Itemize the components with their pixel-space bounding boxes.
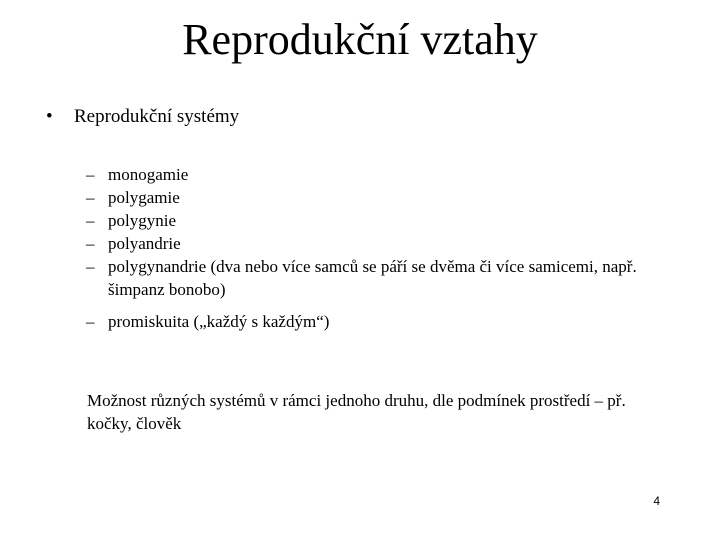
list-item: [86, 255, 646, 301]
dash-marker: –: [86, 312, 95, 331]
list-item: [86, 209, 646, 232]
bullet-text: Reprodukční systémy: [74, 106, 240, 127]
bullet-item: [46, 105, 239, 129]
dash-marker: –: [86, 211, 95, 230]
dash-marker: –: [86, 188, 95, 207]
list-item-text: polygamie: [108, 188, 180, 207]
list-item-text: monogamie: [108, 165, 189, 184]
list-item: [86, 232, 646, 255]
list-item-text: polygynie: [108, 211, 176, 230]
bullet-marker: •: [46, 106, 53, 127]
list-item-text: polygynandrie (dva nebo více samců se páří se dvěma či více samicemi, např. šimpanz bonobo): [108, 257, 637, 299]
dash-marker: –: [86, 165, 95, 184]
list-item-text: promiskuita („každý s každým“): [108, 312, 330, 331]
page-number: 4: [653, 494, 660, 508]
list-item: [86, 310, 646, 333]
dash-marker: –: [86, 257, 95, 276]
list-item: [86, 163, 646, 186]
list-item: [86, 186, 646, 209]
list-item-text: polyandrie: [108, 234, 181, 253]
dash-marker: –: [86, 234, 95, 253]
note-paragraph: Možnost různých systémů v rámci jednoho druhu, dle podmínek prostředí – př. kočky, člověk: [87, 391, 626, 433]
slide-title: Reprodukční vztahy: [182, 15, 538, 64]
sub-list: [86, 163, 646, 333]
